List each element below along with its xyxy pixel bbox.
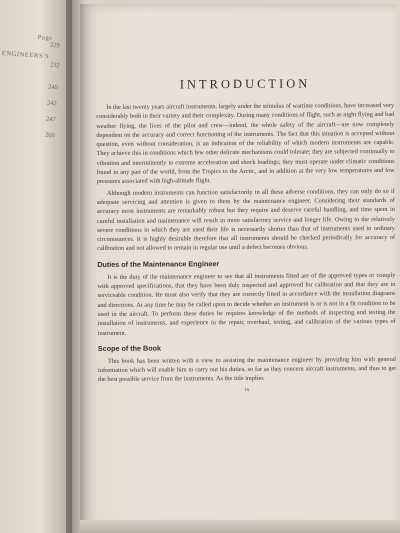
section-paragraph-scope: This book has been written with a view to assisting the maintenance engineer by providing him with general information which will enable him to carry out his duties, so far as they concern aircraft instruments, and thus to get the best possible service from the instruments. As the title implies bbox=[98, 355, 397, 384]
toc-page-number: 229 bbox=[49, 41, 60, 50]
page-title: INTRODUCTION bbox=[179, 76, 311, 92]
toc-entry: Page bbox=[37, 34, 54, 43]
page-number: ix bbox=[244, 386, 250, 393]
intro-paragraph: Although modern instruments can function satisfactorily in all these adverse conditions, they can only do so if adequate servicing and attention is given to them by the maintenance engineer. Considering their standards of accuracy most instruments are remarkably robust but they require and deserve careful handling, and time spent in careful installation and maintenance will result in more satisfactory service and longer life. Owing to the relatively severe conditions in which they are used their life is necessarily shorter than that of instruments used in ordinary circumstances. It is highly desirable therefore that all instruments should be checked periodically for accuracy of calibration and not allowed to remain in regular use until a defect becomes obvious. bbox=[96, 187, 396, 253]
section-heading-scope: Scope of the Book bbox=[97, 343, 162, 353]
toc-page-number: 240 bbox=[47, 83, 58, 92]
section-heading-duties: Duties of the Maintenance Engineer bbox=[97, 258, 220, 269]
toc-entry: ENGINEERS'S bbox=[1, 50, 50, 61]
page-content bbox=[96, 76, 396, 394]
toc-page-number: 247 bbox=[45, 115, 56, 124]
toc-page-number: 260 bbox=[44, 131, 55, 140]
section-paragraph-duties: It is the duty of the maintenance engineer to see that all instruments fitted are of the approved types or comply with approved specifications, that they have been duly inspected and approved for calibration and that they are in serviceable condition. He must also verify that they are correctly fitted in accordance with the installation diagrams and directions. At any time he may be called upon to decide whether an instrument is or is not in a fit condition to be used in the aircraft. To perform these duties he requires knowledge of the methods of inspecting and testing the installation of instruments, and experience in the repair, overhaul, testing, and calibration of the various types of instrument. bbox=[97, 271, 396, 337]
toc-page-number: 242 bbox=[46, 99, 57, 108]
page-bottom-edge bbox=[80, 520, 400, 533]
gutter-shadow bbox=[66, 0, 86, 533]
toc-page-number: 232 bbox=[49, 61, 60, 70]
intro-paragraph: In the last twenty years aircraft instruments, largely under the stimulus of wartime conditions, have increased very considerably both in their variety and their complexity. During many conditions of flight, such as night flying and bad weather flying, the lives of the pilot and crew—indeed, the whole safety of the aircraft—are now completely dependent on the accuracy and correct functioning of the instruments. The fact that this situation is accepted without question, even without consideration, is an indication of the reliability of which modern instruments are capable. They achieve this in conditions which few other delicate mechanisms could tolerate; they are subjected continually to vibration and intermittently to extreme acceleration and shock loadings; they must operate under climatic conditions found in any part of the world, from the Tropics to the Arctic, and in addition at the very low temperatures and low pressures associated with high-altitude flight. bbox=[96, 101, 395, 186]
facing-page bbox=[0, 0, 72, 533]
